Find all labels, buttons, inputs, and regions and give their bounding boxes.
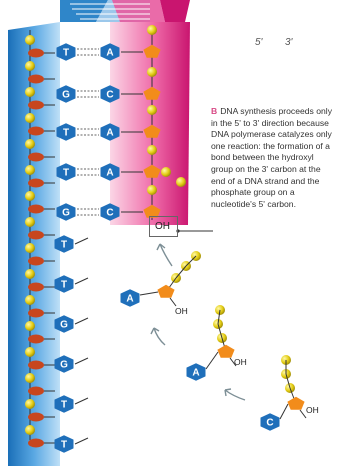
left-phosphate <box>25 113 35 123</box>
paired-base-right-label: C <box>106 207 114 219</box>
free-nucleotide-oh-1: OH <box>175 306 188 316</box>
template-base-label: T <box>60 279 68 291</box>
template-base-label: G <box>60 319 68 331</box>
helix-twist <box>60 0 190 22</box>
template-base-label: G <box>60 359 68 371</box>
left-phosphate <box>25 425 35 435</box>
left-sugar <box>28 127 44 136</box>
right-phosphate <box>147 25 157 35</box>
left-sugar <box>28 439 44 448</box>
free-nucleotide-base-label: A <box>126 293 134 305</box>
left-sugar <box>28 309 44 318</box>
paired-base-left-label: T <box>62 167 70 179</box>
template-base-label: T <box>60 239 68 251</box>
left-sugar <box>28 283 44 292</box>
template-base-label: T <box>60 439 68 451</box>
paired-base-left-label: T <box>62 47 70 59</box>
free-nucleotide <box>187 305 237 381</box>
left-sugar <box>28 205 44 214</box>
phosphate-bond <box>176 266 186 278</box>
left-phosphate <box>25 373 35 383</box>
left-sugar <box>28 413 44 422</box>
left-phosphate <box>25 243 35 253</box>
hydroxyl-highlight-box <box>149 216 178 237</box>
legend-five-prime: 5' <box>255 37 263 48</box>
hydroxyl-bond <box>170 298 176 306</box>
paired-base-right-label: A <box>106 127 114 139</box>
left-sugar <box>28 179 44 188</box>
strand-direction-legend <box>253 37 303 51</box>
left-phosphate <box>25 295 35 305</box>
left-sugar <box>28 257 44 266</box>
left-sugar <box>28 75 44 84</box>
figure-caption <box>211 106 337 210</box>
left-phosphate <box>25 139 35 149</box>
right-phosphate <box>147 185 157 195</box>
left-strand-ribbon <box>8 22 60 466</box>
free-nucleotides <box>121 251 307 431</box>
phosphate-bond <box>186 256 196 266</box>
template-base-stub <box>75 358 88 364</box>
free-nucleotide-base-label: C <box>266 417 274 429</box>
left-phosphate <box>25 87 35 97</box>
left-phosphate <box>25 35 35 45</box>
left-phosphate <box>25 399 35 409</box>
paired-base-right-label: A <box>106 47 114 59</box>
paired-base-left-label: T <box>62 127 70 139</box>
template-base-label: T <box>60 399 68 411</box>
left-sugar <box>28 49 44 58</box>
template-base-stub <box>75 238 88 244</box>
caption-lead: B <box>211 106 218 116</box>
caption-text: DNA synthesis proceeds only in the 5' to 3' direction because DNA polymerase catalyzes only one reaction: the formation of a bond between the hydroxyl group on the 3' carbon at the end of a DNA strand and the phosphate group on a nucleotide's 5' carbon. <box>211 106 332 209</box>
left-sugar <box>28 387 44 396</box>
left-sugar <box>28 153 44 162</box>
free-nucleotide <box>261 355 307 431</box>
left-sugar <box>28 335 44 344</box>
template-base-stub <box>75 318 88 324</box>
paired-base-left-label: G <box>62 207 70 219</box>
left-phosphate <box>25 165 35 175</box>
left-sugar <box>28 101 44 110</box>
paired-base-right-label: A <box>106 167 114 179</box>
left-phosphate <box>25 217 35 227</box>
left-sugar <box>28 361 44 370</box>
template-base-stub <box>75 398 88 404</box>
free-nucleotide-oh-3: OH <box>306 405 319 415</box>
sugar-base-bond <box>140 292 158 295</box>
paired-base-right-label: C <box>106 89 114 101</box>
left-phosphate <box>25 347 35 357</box>
right-phosphate <box>147 105 157 115</box>
sugar-base-bond <box>206 352 218 369</box>
left-sugar <box>28 231 44 240</box>
free-nucleotide-oh-2: OH <box>234 357 247 367</box>
hydroxyl-label: OH <box>155 221 170 232</box>
left-phosphate <box>25 321 35 331</box>
legend-three-prime: 3' <box>285 37 293 48</box>
left-phosphate <box>25 269 35 279</box>
free-nucleotide-base-label: A <box>192 367 200 379</box>
template-base-stub <box>75 278 88 284</box>
free-nucleotide-sugar <box>287 397 304 410</box>
free-nucleotide-sugar <box>157 285 174 298</box>
right-phosphate <box>147 145 157 155</box>
right-phosphate <box>147 67 157 77</box>
sugar-base-bond <box>280 404 288 419</box>
left-phosphate <box>25 191 35 201</box>
free-nucleotide-sugar <box>217 345 234 358</box>
left-phosphate <box>25 61 35 71</box>
free-nucleotide <box>121 251 202 307</box>
paired-base-left-label: G <box>62 89 70 101</box>
template-base-stub <box>75 438 88 444</box>
